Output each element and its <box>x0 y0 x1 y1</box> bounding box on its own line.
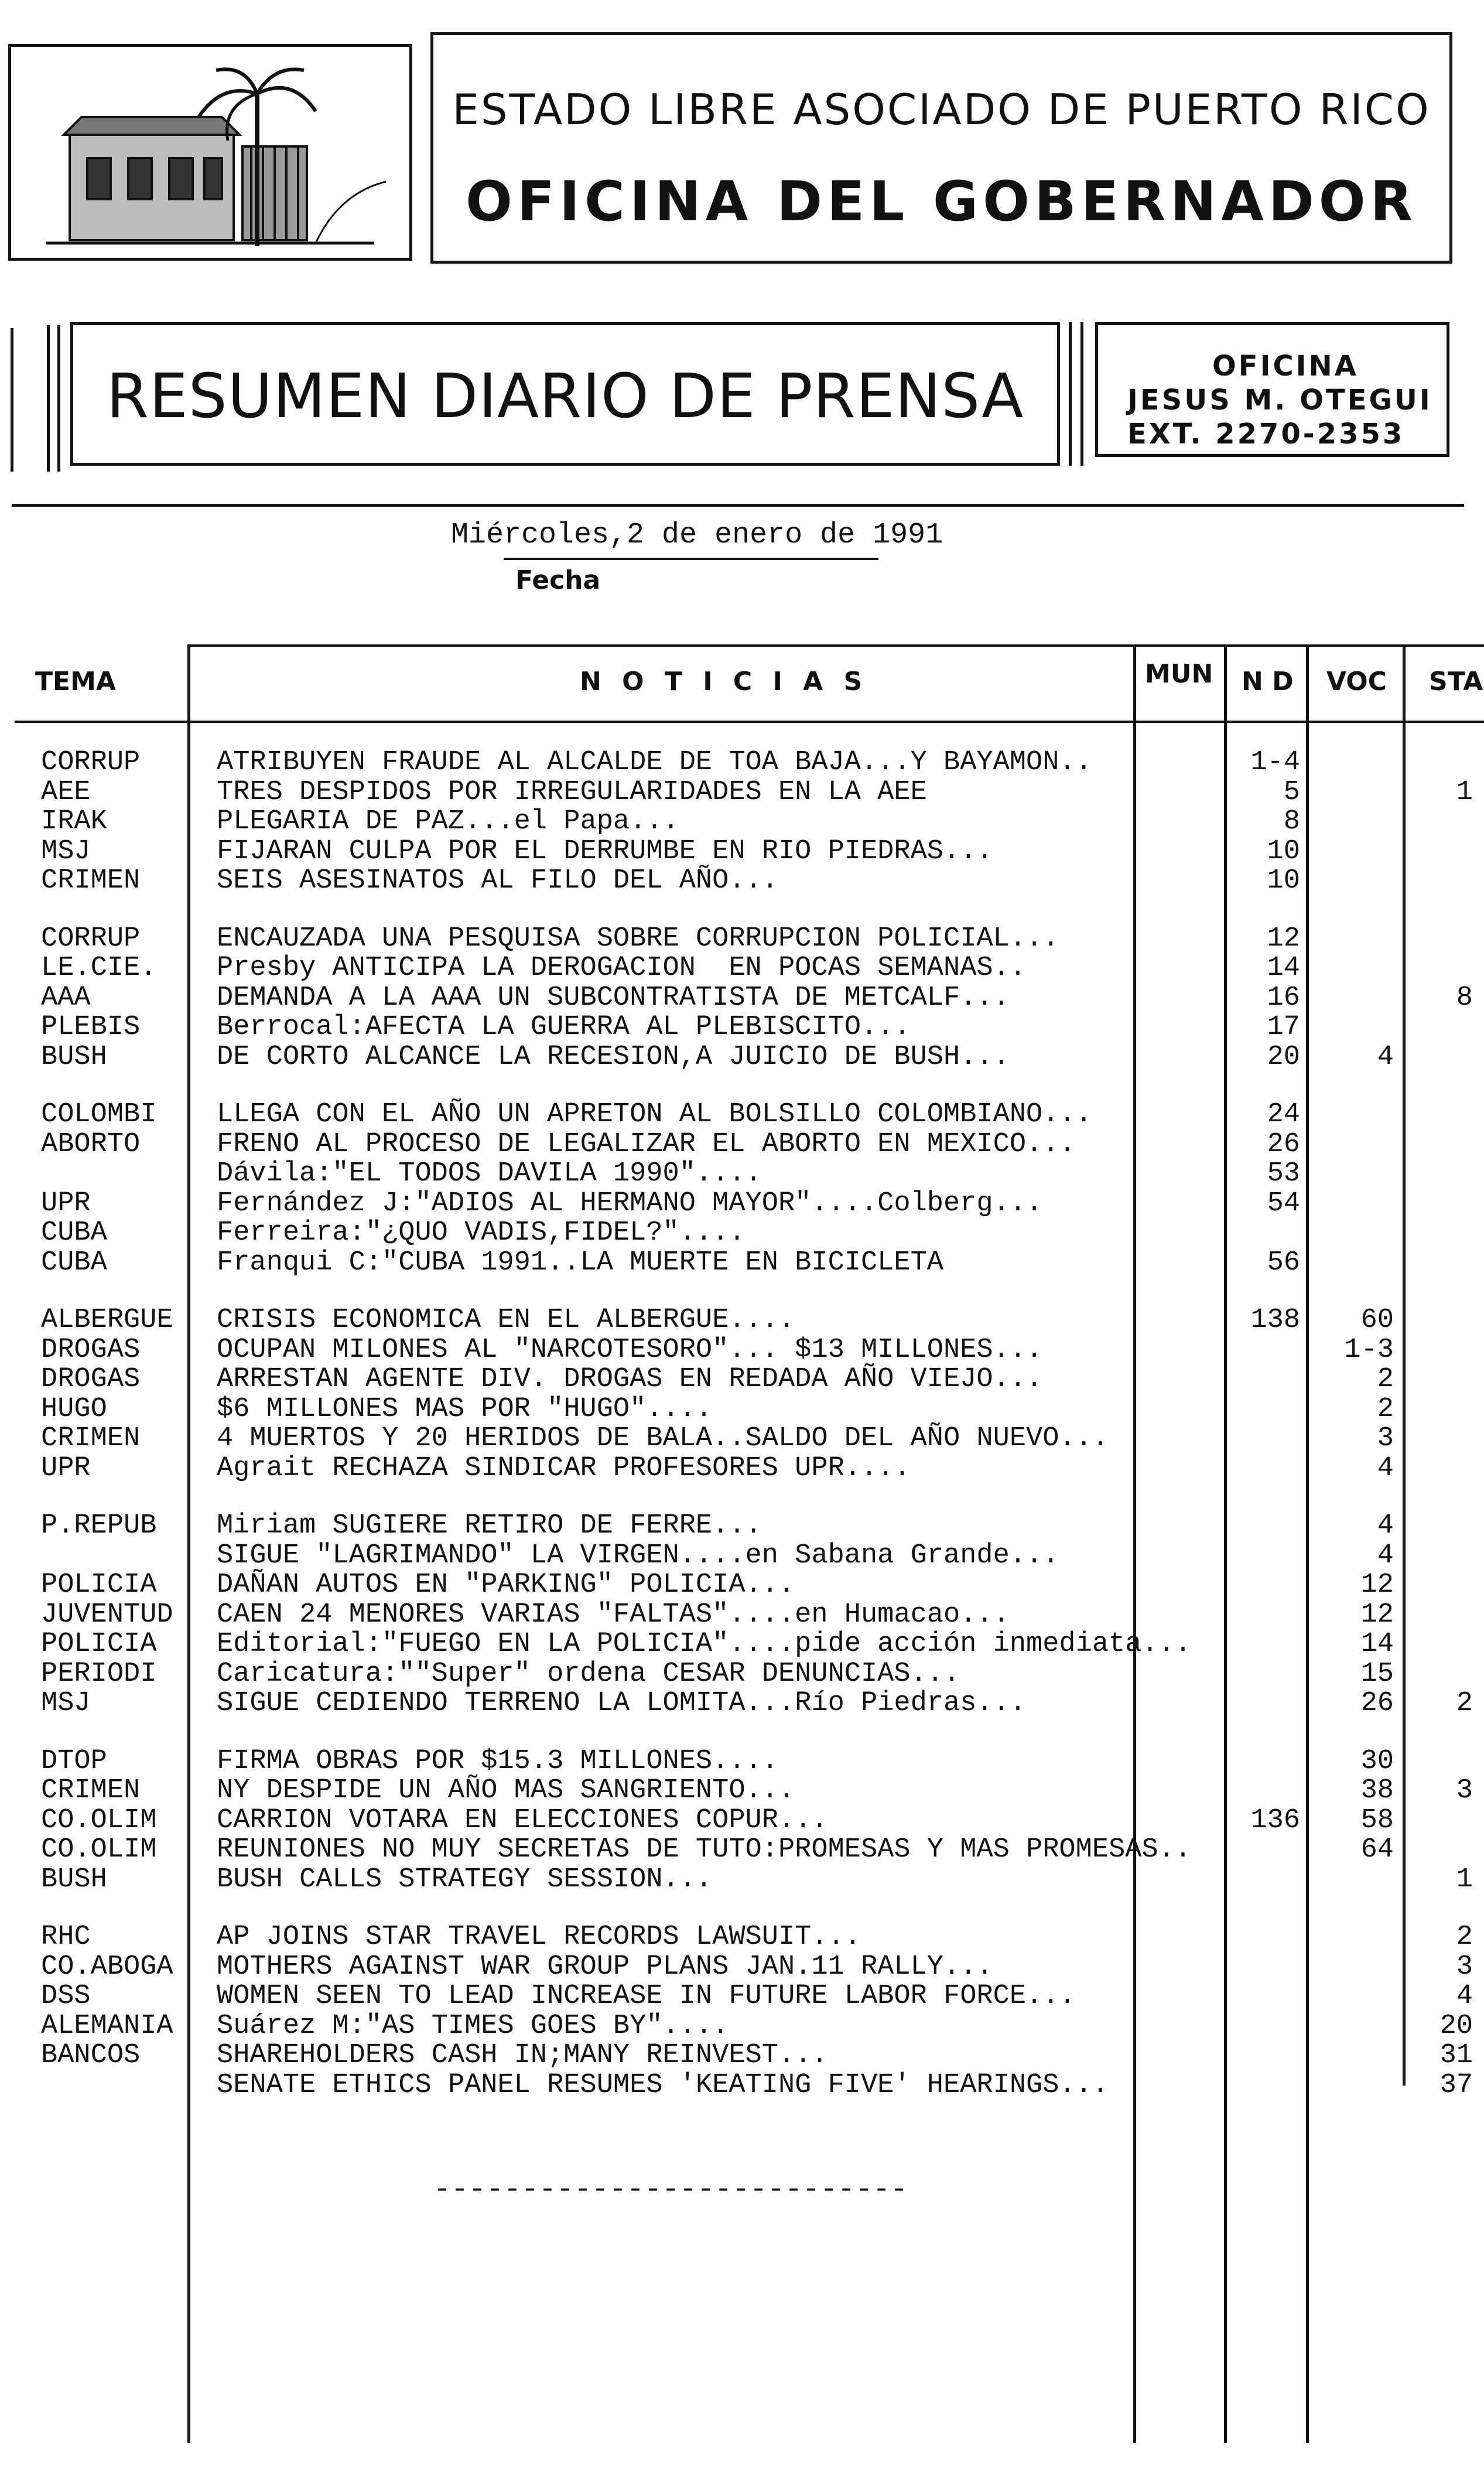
table-row <box>0 1981 1484 2010</box>
cell-tema: CRIMEN <box>41 1775 141 1806</box>
table-row <box>0 1629 1484 1658</box>
table-header-rule <box>15 721 1484 723</box>
cell-nd: 1-4 <box>1250 747 1300 778</box>
table-row <box>0 1540 1484 1569</box>
cell-voc: 3 <box>1377 1423 1394 1454</box>
header-line-estado: ESTADO LIBRE ASOCIADO DE PUERTO RICO <box>452 85 1431 134</box>
cell-sta: 1 <box>1456 1864 1473 1895</box>
cell-voc: 30 <box>1360 1746 1394 1777</box>
cell-noticia: SEIS ASESINATOS AL FILO DEL AÑO... <box>217 865 778 896</box>
cell-tema: DTOP <box>41 1746 107 1777</box>
cell-voc: 58 <box>1360 1805 1394 1836</box>
cell-tema: CO.OLIM <box>41 1805 157 1836</box>
cell-voc: 38 <box>1360 1775 1394 1806</box>
cell-nd: 53 <box>1267 1158 1300 1189</box>
cell-tema: LE.CIE. <box>41 953 157 984</box>
table-row <box>0 2011 1484 2040</box>
cell-noticia: Presby ANTICIPA LA DEROGACION EN POCAS SEMANAS.. <box>217 953 1027 984</box>
cell-sta: 2 <box>1456 1688 1473 1719</box>
cell-tema: PERIODI <box>41 1658 157 1690</box>
cell-tema: RHC <box>41 1922 91 1953</box>
header-voc: VOC <box>1326 667 1387 697</box>
cell-noticia: CRISIS ECONOMICA EN EL ALBERGUE.... <box>217 1305 795 1336</box>
cell-voc: 14 <box>1360 1629 1394 1660</box>
cell-noticia: REUNIONES NO MUY SECRETAS DE TUTO:PROMESAS Y MAS PROMESAS.. <box>217 1834 1192 1865</box>
cell-tema: POLICIA <box>41 1629 157 1660</box>
cell-tema: COLOMBI <box>41 1099 157 1130</box>
table-row <box>0 1922 1484 1951</box>
cell-noticia: WOMEN SEEN TO LEAD INCREASE IN FUTURE LABOR FORCE... <box>217 1981 1076 2012</box>
cell-tema: BUSH <box>41 1864 107 1895</box>
cell-tema: P.REPUB <box>41 1510 157 1541</box>
cell-tema: MSJ <box>41 1688 91 1719</box>
table-row <box>0 1012 1484 1041</box>
cell-noticia: Suárez M:"AS TIMES GOES BY".... <box>217 2011 729 2042</box>
cell-voc: 4 <box>1377 1540 1394 1571</box>
cell-tema: CO.OLIM <box>41 1834 157 1865</box>
cell-nd: 138 <box>1250 1305 1300 1336</box>
office-ext: EXT. 2270-2353 <box>1127 418 1405 451</box>
cell-noticia: ENCAUZADA UNA PESQUISA SOBRE CORRUPCION POLICIAL... <box>217 923 1059 954</box>
table-row <box>0 1805 1484 1834</box>
table-row <box>0 2040 1484 2069</box>
banner-title: RESUMEN DIARIO DE PRENSA <box>106 360 1024 432</box>
cell-sta: 8 <box>1456 982 1473 1013</box>
table-row <box>0 1335 1484 1364</box>
cell-noticia: DE CORTO ALCANCE LA RECESION,A JUICIO DE BUSH... <box>217 1042 1010 1073</box>
table-row <box>0 1158 1484 1187</box>
cell-tema: MSJ <box>41 836 91 867</box>
cell-tema: ABORTO <box>41 1129 141 1160</box>
table-row <box>0 1364 1484 1393</box>
table-row <box>0 953 1484 982</box>
cell-noticia: CARRION VOTARA EN ELECCIONES COPUR... <box>217 1805 828 1836</box>
cell-tema: ALBERGUE <box>41 1305 173 1336</box>
table-row <box>0 806 1484 835</box>
cell-nd: 5 <box>1283 777 1300 808</box>
cell-noticia: SENATE ETHICS PANEL RESUMES 'KEATING FIVE' HEARINGS... <box>217 2070 1109 2101</box>
office-name: JESUS M. OTEGUI <box>1127 384 1432 417</box>
cell-noticia: $6 MILLONES MAS POR "HUGO".... <box>217 1394 713 1425</box>
cell-noticia: DEMANDA A LA AAA UN SUBCONTRATISTA DE METCALF... <box>217 982 1010 1013</box>
cell-voc: 2 <box>1377 1394 1394 1425</box>
table-row <box>0 1658 1484 1688</box>
header-nd: N D <box>1242 667 1294 697</box>
cell-noticia: SHAREHOLDERS CASH IN;MANY REINVEST... <box>217 2040 828 2071</box>
cell-noticia: Agrait RECHAZA SINDICAR PROFESORES UPR.... <box>217 1453 911 1484</box>
cell-noticia: ATRIBUYEN FRAUDE AL ALCALDE DE TOA BAJA...Y BAYAMON.. <box>217 747 1092 778</box>
logo-box <box>8 44 412 261</box>
cell-voc: 4 <box>1377 1042 1394 1073</box>
cell-noticia: AP JOINS STAR TRAVEL RECORDS LAWSUIT... <box>217 1922 861 1953</box>
header-title-box <box>430 32 1452 264</box>
cell-tema: BANCOS <box>41 2040 141 2071</box>
cell-noticia: Dávila:"EL TODOS DAVILA 1990".... <box>217 1158 762 1189</box>
cell-tema: CUBA <box>41 1247 107 1278</box>
table-row <box>0 1510 1484 1540</box>
cell-nd: 56 <box>1267 1247 1300 1278</box>
cell-noticia: 4 MUERTOS Y 20 HERIDOS DE BALA..SALDO DEL AÑO NUEVO... <box>217 1423 1109 1454</box>
header-mun: MUN <box>1145 659 1213 689</box>
header-noticias: N O T I C I A S <box>580 667 868 697</box>
table-row <box>0 836 1484 865</box>
cell-nd: 14 <box>1267 953 1300 984</box>
table-row <box>0 923 1484 953</box>
banner-left-bar-1 <box>11 328 13 472</box>
cell-noticia: DAÑAN AUTOS EN "PARKING" POLICIA... <box>217 1569 795 1600</box>
cell-nd: 8 <box>1283 806 1300 837</box>
header-rule <box>12 504 1464 507</box>
cell-noticia: PLEGARIA DE PAZ...el Papa... <box>217 806 679 837</box>
table-row <box>0 1746 1484 1775</box>
cell-noticia: SIGUE CEDIENDO TERRENO LA LOMITA...Río Piedras... <box>217 1688 1027 1719</box>
table-top-rule <box>187 644 1484 647</box>
table-row <box>0 1042 1484 1071</box>
cell-voc: 60 <box>1360 1305 1394 1336</box>
table-row <box>0 1305 1484 1334</box>
table-row <box>0 1951 1484 1981</box>
date-value: Miércoles,2 de enero de 1991 <box>451 518 943 552</box>
cell-voc: 1-3 <box>1344 1335 1394 1366</box>
office-box <box>1095 322 1449 457</box>
table-row <box>0 747 1484 776</box>
table-row <box>0 777 1484 806</box>
table-row <box>0 1099 1484 1128</box>
cell-voc: 12 <box>1360 1569 1394 1600</box>
cell-tema: CO.ABOGA <box>41 1951 173 1982</box>
cell-sta: 4 <box>1456 1981 1473 2012</box>
cell-noticia: LLEGA CON EL AÑO UN APRETON AL BOLSILLO COLOMBIANO... <box>217 1099 1092 1130</box>
banner-box <box>70 322 1060 466</box>
cell-sta: 31 <box>1439 2040 1473 2071</box>
table-row <box>0 1217 1484 1247</box>
table-row <box>0 2070 1484 2099</box>
cell-noticia: ARRESTAN AGENTE DIV. DROGAS EN REDADA AÑO VIEJO... <box>217 1364 1043 1395</box>
cell-tema: UPR <box>41 1453 91 1484</box>
fortaleza-logo-illustration <box>11 47 409 258</box>
table-row <box>0 865 1484 895</box>
table-row <box>0 1247 1484 1277</box>
header-tema: TEMA <box>35 667 116 697</box>
cell-noticia: SIGUE "LAGRIMANDO" LA VIRGEN....en Sabana Grande... <box>217 1540 1059 1571</box>
table-row <box>0 1129 1484 1158</box>
cell-voc: 15 <box>1360 1658 1394 1690</box>
table-row <box>0 1569 1484 1599</box>
cell-tema: HUGO <box>41 1394 107 1425</box>
cell-sta: 1 <box>1456 777 1473 808</box>
table-row <box>0 1453 1484 1482</box>
cell-nd: 54 <box>1267 1188 1300 1219</box>
cell-voc: 12 <box>1360 1599 1394 1630</box>
cell-voc: 26 <box>1360 1688 1394 1719</box>
cell-tema: CRIMEN <box>41 1423 141 1454</box>
footer-dashes: --------------------------- <box>433 2173 908 2207</box>
cell-noticia: Miriam SUGIERE RETIRO DE FERRE... <box>217 1510 762 1541</box>
cell-tema: CORRUP <box>41 923 141 954</box>
cell-noticia: FIJARAN CULPA POR EL DERRUMBE EN RIO PIEDRAS... <box>217 836 993 867</box>
cell-tema: AAA <box>41 982 91 1013</box>
cell-noticia: Editorial:"FUEGO EN LA POLICIA"....pide acción inmediata... <box>217 1629 1192 1660</box>
cell-nd: 20 <box>1267 1042 1300 1073</box>
cell-nd: 26 <box>1267 1129 1300 1160</box>
cell-noticia: FRENO AL PROCESO DE LEGALIZAR EL ABORTO EN MEXICO... <box>217 1129 1076 1160</box>
cell-noticia: Berrocal:AFECTA LA GUERRA AL PLEBISCITO... <box>217 1012 911 1043</box>
table-row <box>0 1688 1484 1717</box>
header-sta: STA <box>1429 667 1483 697</box>
cell-sta: 2 <box>1456 1922 1473 1953</box>
cell-noticia: CAEN 24 MENORES VARIAS "FALTAS"....en Humacao... <box>217 1599 1010 1630</box>
cell-tema: POLICIA <box>41 1569 157 1600</box>
cell-nd: 10 <box>1267 865 1300 896</box>
cell-noticia: MOTHERS AGAINST WAR GROUP PLANS JAN.11 RALLY... <box>217 1951 993 1982</box>
cell-tema: UPR <box>41 1188 91 1219</box>
cell-noticia: TRES DESPIDOS POR IRREGULARIDADES EN LA AEE <box>217 777 927 808</box>
cell-nd: 16 <box>1267 982 1300 1013</box>
table-row <box>0 1599 1484 1629</box>
banner-left-bar-3 <box>57 325 60 472</box>
cell-tema: CORRUP <box>41 747 141 778</box>
table-row <box>0 1775 1484 1804</box>
cell-tema: IRAK <box>41 806 107 837</box>
cell-nd: 24 <box>1267 1099 1300 1130</box>
cell-tema: DROGAS <box>41 1364 141 1395</box>
cell-noticia: Franqui C:"CUBA 1991..LA MUERTE EN BICICLETA <box>217 1247 944 1278</box>
cell-voc: 4 <box>1377 1453 1394 1484</box>
banner-mid-bar-1 <box>1069 322 1072 466</box>
cell-noticia: Caricatura:""Super" ordena CESAR DENUNCIAS... <box>217 1658 960 1690</box>
cell-tema: AEE <box>41 777 91 808</box>
cell-tema: DSS <box>41 1981 91 2012</box>
cell-noticia: Ferreira:"¿QUO VADIS,FIDEL?".... <box>217 1217 746 1248</box>
cell-nd: 17 <box>1267 1012 1300 1043</box>
cell-noticia: OCUPAN MILONES AL "NARCOTESORO"... $13 MILLONES... <box>217 1335 1043 1366</box>
office-label: OFICINA <box>1212 350 1359 383</box>
cell-sta: 3 <box>1456 1775 1473 1806</box>
cell-voc: 2 <box>1377 1364 1394 1395</box>
date-underline <box>504 558 878 560</box>
table-row <box>0 1864 1484 1893</box>
banner-left-bar-2 <box>47 325 50 472</box>
table-row <box>0 1423 1484 1452</box>
cell-tema: DROGAS <box>41 1335 141 1366</box>
cell-tema: PLEBIS <box>41 1012 141 1043</box>
cell-nd: 12 <box>1267 923 1300 954</box>
header-line-oficina: OFICINA DEL GOBERNADOR <box>465 170 1418 234</box>
table-row <box>0 982 1484 1012</box>
cell-tema: BUSH <box>41 1042 107 1073</box>
cell-noticia: FIRMA OBRAS POR $15.3 MILLONES.... <box>217 1746 778 1777</box>
cell-noticia: BUSH CALLS STRATEGY SESSION... <box>217 1864 713 1895</box>
cell-tema: JUVENTUD <box>41 1599 173 1630</box>
cell-sta: 20 <box>1439 2011 1473 2042</box>
table-row <box>0 1394 1484 1423</box>
cell-sta: 37 <box>1439 2070 1473 2101</box>
cell-voc: 4 <box>1377 1510 1394 1541</box>
banner-mid-bar-2 <box>1080 322 1083 466</box>
cell-sta: 3 <box>1456 1951 1473 1982</box>
cell-nd: 136 <box>1250 1805 1300 1836</box>
cell-noticia: NY DESPIDE UN AÑO MAS SANGRIENTO... <box>217 1775 795 1806</box>
cell-voc: 64 <box>1360 1834 1394 1865</box>
cell-tema: ALEMANIA <box>41 2011 173 2042</box>
table-row <box>0 1188 1484 1217</box>
cell-nd: 10 <box>1267 836 1300 867</box>
date-label: Fecha <box>515 565 601 595</box>
cell-tema: CRIMEN <box>41 865 141 896</box>
cell-noticia: Fernández J:"ADIOS AL HERMANO MAYOR"....Colberg... <box>217 1188 1043 1219</box>
table-row <box>0 1834 1484 1864</box>
cell-tema: CUBA <box>41 1217 107 1248</box>
